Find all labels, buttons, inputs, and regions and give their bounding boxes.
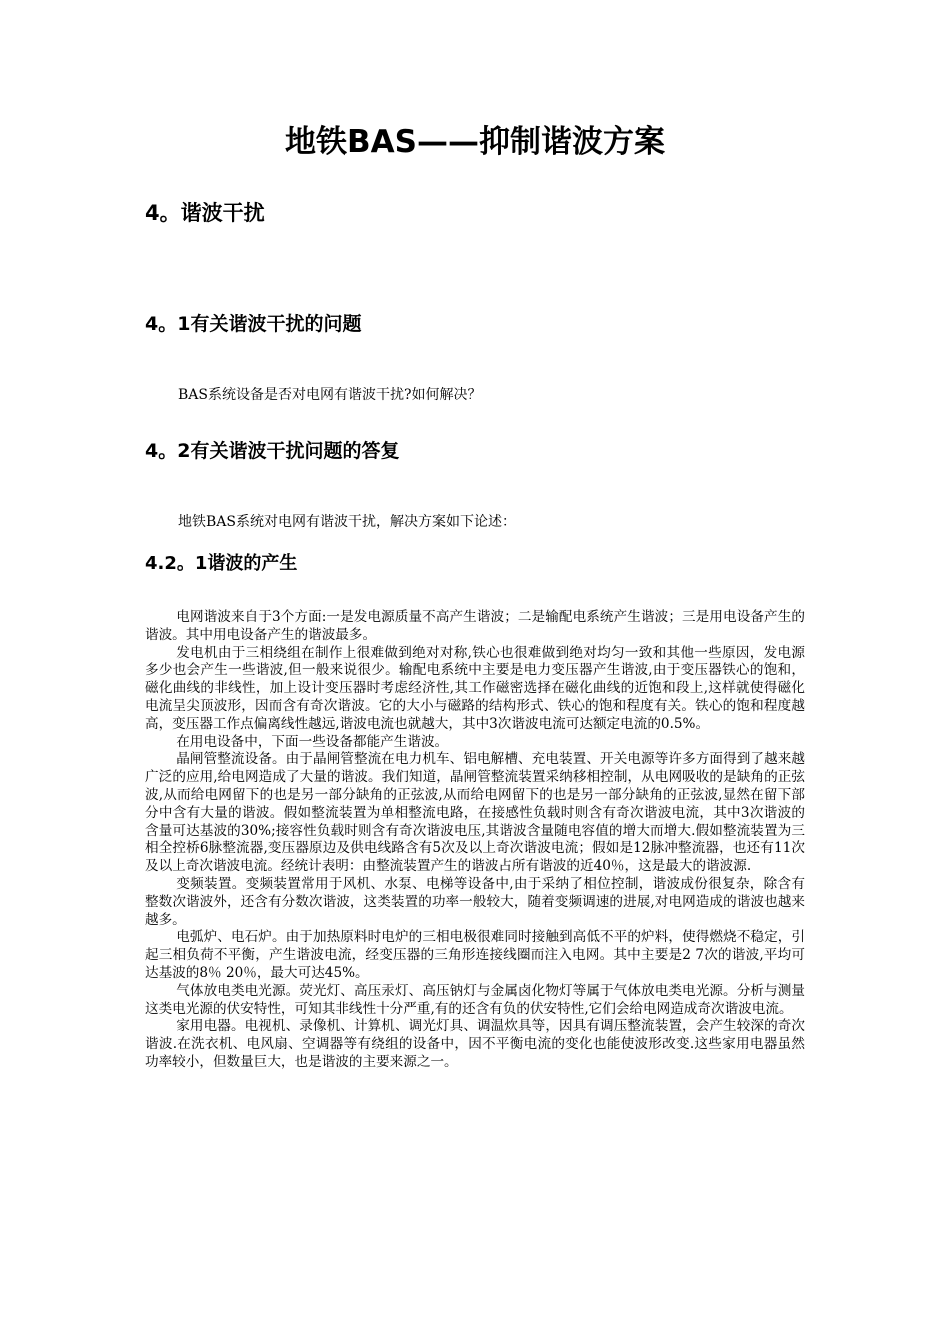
- body-text: [145, 609, 805, 1072]
- paragraph: 在用电设备中，下面一些设备都能产生谐波。: [176, 733, 449, 750]
- subsection-heading-4-1: 4。1有关谐波干扰的问题: [145, 313, 362, 335]
- subsection-heading-4-2: 4。2有关谐波干扰问题的答复: [145, 440, 400, 462]
- subsection-heading-4-2-1: 4.2。1谐波的产生: [145, 553, 298, 574]
- paragraph: 变频装置。变频装置常用于风机、水泵、电梯等设备中,由于采纳了相位控制，谐波成份很复杂，除含有整数次谐波外，还含有分数次谐波，这类装置的功率一般较大，随着变频调速的进展,对电网造成的谐波也越来越多。: [145, 875, 805, 928]
- question-text: BAS系统设备是否对电网有谐波干扰?如何解决？: [178, 387, 482, 403]
- answer-intro-text: 地铁BAS系统对电网有谐波干扰，解决方案如下论述：: [178, 514, 516, 530]
- paragraph: 电弧炉、电石炉。由于加热原料时电炉的三相电极很难同时接触到高低不平的炉料，使得燃烧不稳定，引起三相负荷不平衡，产生谐波电流，经变压器的三角形连接线圈而注入电网。其中主要是2 7次的谐波,平均可达基波的8％ 20％，最大可达45%。: [145, 929, 805, 981]
- paragraph: 家用电器。电视机、录像机、计算机、调光灯具、调温炊具等，因具有调压整流装置，会产生较深的奇次谐波.在洗衣机、电风扇、空调器等有绕组的设备中，因不平衡电流的变化也能使波形改变.这些家用电器虽然功率较小，但数量巨大，也是谐波的主要来源之一。: [145, 1018, 805, 1070]
- document-title: 地铁BAS——抑制谐波方案: [285, 124, 665, 160]
- paragraph: 气体放电类电光源。荧光灯、高压汞灯、高压钠灯与金属卤化物灯等属于气体放电类电光源。分析与测量这类电光源的伏安特性，可知其非线性十分严重,有的还含有负的伏安特性,它们会给电网造成奇次谐波电流。: [145, 982, 805, 1017]
- paragraph: 晶闸管整流设备。由于晶闸管整流在电力机车、铝电解槽、充电装置、开关电源等许多方面得到了越来越广泛的应用,给电网造成了大量的谐波。我们知道，晶闸管整流装置采纳移相控制，从电网吸收的是缺角的正弦波,从而给电网留下的也是另一部分缺角的正弦波,从而给电网留下的也是另一部分缺角的正弦波,显然在留下部分中含有大量的谐波。假如整流装置为单相整流电路，在接感性负载时则含有奇次谐波电流，其中3次谐波的含量可达基波的30%;接容性负载时则含有奇次谐波电压,其谐波含量随电容值的增大而增大.假如整流装置为三相全控桥6脉整流器,变压器原边及供电线路含有5次及以上奇次谐波电流；假如是12脉冲整流器，也还有11次及以上奇次谐波电流。经统计表明：由整流装置产生的谐波占所有谐波的近40％，这是最大的谐波源.: [145, 751, 805, 875]
- paragraph: 电网谐波来自于3个方面:一是发电源质量不高产生谐波；二是输配电系统产生谐波；三是用电设备产生的谐波。其中用电设备产生的谐波最多。: [145, 609, 805, 643]
- paragraph: 发电机由于三相绕组在制作上很难做到绝对对称,铁心也很难做到绝对均匀一致和其他一些原因，发电源多少也会产生一些谐波,但一般来说很少。输配电系统中主要是电力变压器产生谐波,由于变压器铁心的饱和，磁化曲线的非线性，加上设计变压器时考虑经济性,其工作磁密选择在磁化曲线的近饱和段上,这样就使得磁化电流呈尖顶波形，因而含有奇次谐波。它的大小与磁路的结构形式、铁心的饱和程度有关。铁心的饱和程度越高，变压器工作点偏离线性越远,谐波电流也就越大，其中3次谐波电流可达额定电流的0.5%。: [145, 644, 805, 732]
- section-heading: 4。谐波干扰: [145, 201, 265, 225]
